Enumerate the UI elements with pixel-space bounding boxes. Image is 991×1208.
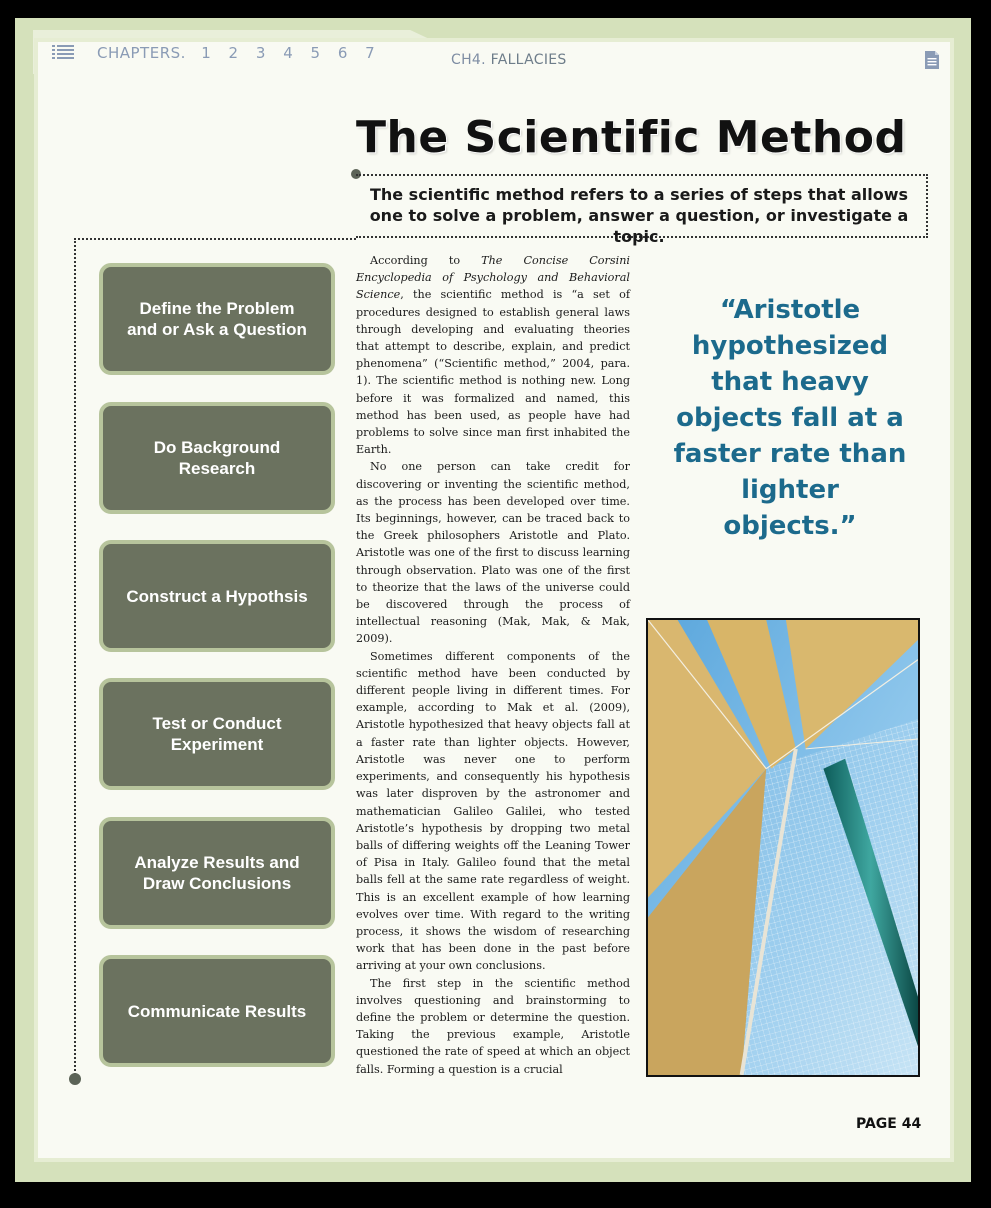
chapter-link-7[interactable]: 7	[365, 44, 376, 62]
book-title: The Concise Corsini Encyclopedia of Psychology and Behavioral Science	[356, 254, 630, 302]
paragraph-1-rest: , the scientific method is “a set of procedures designed to establish general laws through developing and evaluating theories that attempt to describe, explain, and predict phenomena” (“Scientific method,” 2004, para. 1). The scientific method is nothing new. Long before it was formalized and named, this method has been used, as people have had problems to solve since man first inhabited the Earth.	[356, 288, 630, 457]
connector-dot-bottom	[69, 1073, 81, 1085]
pull-quote: “Aristotle hypothesized that heavy objects fall at a faster rate than lighter objects.”	[673, 295, 907, 541]
chapter-link-2[interactable]: 2	[228, 44, 239, 62]
chapter-link-3[interactable]: 3	[255, 44, 266, 62]
dotted-connector-vertical	[74, 238, 76, 1078]
step-construct-hypothesis: Construct a Hypothsis	[99, 540, 335, 652]
step-communicate-results: Communicate Results	[99, 955, 335, 1067]
menu-list-icon[interactable]	[52, 44, 74, 60]
page-subtitle: The scientific method refers to a series of steps that allows one to solve a problem, answer a question, or investigate a topic.	[369, 185, 909, 246]
current-chapter	[451, 52, 567, 68]
chapter-title: FALLACIES	[490, 52, 567, 68]
step-define-problem: Define the Problem and or Ask a Question	[99, 263, 335, 375]
chapter-link-6[interactable]: 6	[337, 44, 348, 62]
chapter-nav	[97, 44, 387, 62]
step-analyze-results: Analyze Results and Draw Conclusions	[99, 817, 335, 929]
step-test-experiment: Test or Conduct Experiment	[99, 678, 335, 790]
chapter-prefix: CH4.	[451, 52, 486, 68]
step-background-research: Do Background Research	[99, 402, 335, 514]
chapter-link-1[interactable]: 1	[201, 44, 212, 62]
dotted-connector-horizontal	[74, 238, 356, 240]
chapter-link-4[interactable]: 4	[283, 44, 294, 62]
paragraph-3: Sometimes different components of the scientific method have been conducted by different people living in different times. For example, according to Mak et al. (2009), Aristotle hypothesized that heavy objects fall at a faster rate than lighter objects. However, Aristotle was never one to perform experiments, and consequently his hypothesis was later disproven by the astronomer and mathematician Galileo Galilei, who tested Aristotle’s hypothesis by dropping two metal balls of differing weights off the Leaning Tower of Pisa in Italy. Galileo found that the metal balls fell at the same rate regardless of weight. This is an excellent example of how learning evolves over time. With regard to the writing process, it shows the wisdom of researching work that has been done in the past before arriving at your own conclusions.	[356, 649, 630, 973]
sail-shade-photo	[646, 618, 920, 1077]
article-body	[356, 252, 630, 1078]
paragraph-4: The first step in the scientific method involves questioning and brainstorming to define the problem or determine the question. Taking the previous example, Aristotle questioned the rate of speed at which an object falls. Forming a question is a crucial	[356, 976, 630, 1076]
chapters-label: CHAPTERS.	[97, 44, 186, 62]
document-icon[interactable]	[924, 50, 940, 70]
paragraph-1-lead: According to	[370, 254, 482, 267]
page-title: The Scientific Method	[356, 112, 907, 163]
paragraph-2: No one person can take credit for discovering or inventing the scientific method, as the process has been developed over time. Its beginnings, however, can be traced back to the Greek philosophers Aristotle and Plato. Aristotle was one of the first to discuss learning through observation. Plato was one of the first to theorize that the laws of the universe could be discovered through the process of intellectual reasoning (Mak, Mak, & Mak, 2009).	[356, 460, 630, 646]
paragraph-1	[356, 252, 630, 458]
page-number: PAGE 44	[856, 1116, 922, 1132]
chapter-link-5[interactable]: 5	[310, 44, 321, 62]
